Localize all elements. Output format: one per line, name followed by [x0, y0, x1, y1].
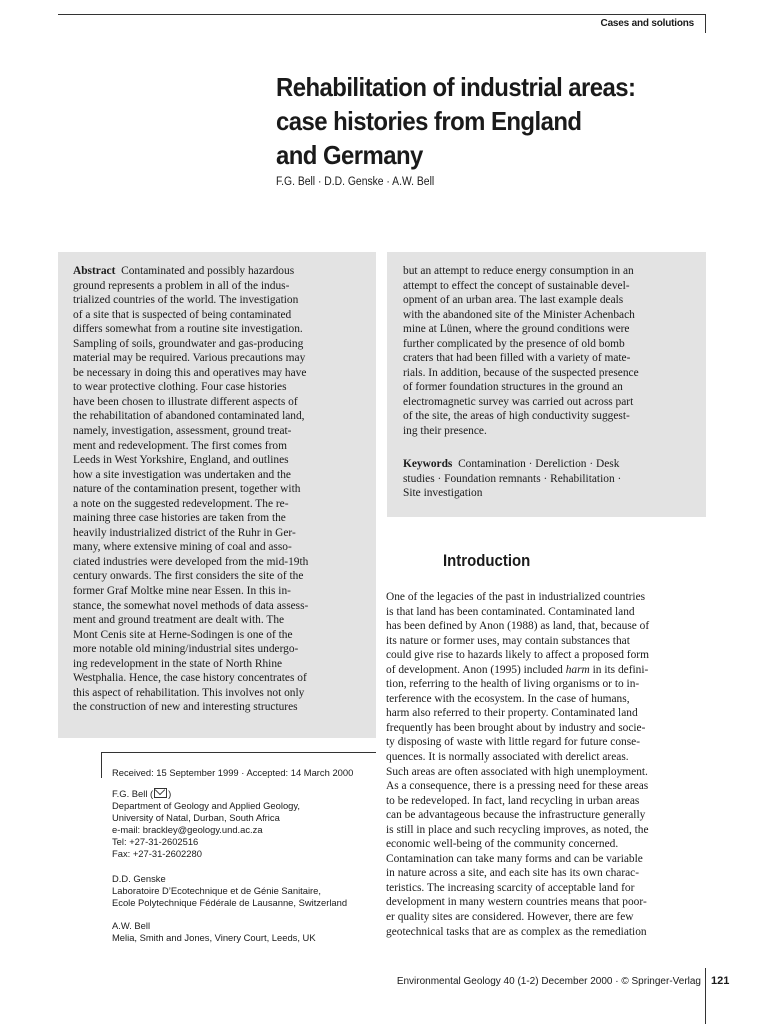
abstract-line: Mont Cenis site at Herne-Sodingen is one of the [73, 628, 293, 641]
abstract-line: but an attempt to reduce energy consumption in an [403, 265, 634, 277]
intro-line: harm also referred to their property. Contaminated land [386, 707, 638, 720]
intro-line: Such areas are often associated with high unemployment. [386, 765, 648, 778]
abstract-line: namely, investigation, assessment, ground treat- [73, 425, 292, 438]
intro-line: quences. It is normally associated with derelict areas. [386, 751, 629, 764]
affiliation-line: Laboratoire D’Ecotechnique et de Génie Sanitaire, [112, 885, 321, 896]
author3-name: A.W. Bell [112, 920, 151, 931]
abstract-line: with the abandoned site of the Minister Achenbach [403, 308, 635, 321]
header-tick [705, 14, 706, 33]
phone-text: Tel: +27-31-2602516 [112, 836, 199, 847]
abstract-line: craters that had been filled with a variety of mate- [403, 352, 631, 365]
abstract-line: maining three case histories are taken from the [73, 512, 286, 525]
abstract-line: mine at Lünen, where the ground conditions were [403, 323, 630, 336]
abstract-line: nature of the contamination present, together with [73, 483, 301, 496]
intro-line: frequently has been brought about by industry and socie- [386, 721, 646, 734]
abstract-line: the rehabilitation of abandoned contaminated land, [73, 410, 305, 423]
abstract-line: of former foundation structures in the ground an [403, 381, 623, 394]
intro-line: is that land has been contaminated. Contaminated land [386, 605, 635, 618]
abstract-line: electromagnetic survey was carried out across part [403, 395, 634, 408]
italic-term: harm [565, 663, 590, 676]
author-list: F.G. Bell · D.D. Genske · A.W. Bell [276, 176, 435, 188]
abstract-line: Sampling of soils, groundwater and gas-producing [73, 337, 304, 350]
keywords [403, 457, 621, 501]
intro-line: ty disposing of waste with little regard for future conse- [386, 736, 641, 749]
abstract-line: trialized countries of the world. The investigation [73, 294, 299, 307]
abstract-line: of the site, the areas of high conductivity suggest- [403, 410, 630, 423]
abstract-line: of a site that is suspected of being contaminated [73, 308, 292, 321]
abstract-line: Westphalia. Hence, the case history concentrates of [73, 672, 307, 685]
abstract-line: Abstract Contaminated and possibly hazardous [73, 265, 295, 277]
abstract-line: the construction of new and interesting structures [73, 701, 298, 714]
intro-line: can be advantageous because the infrastructure generally [386, 809, 646, 822]
abstract-line: more notable old mining/industrial sites undergo- [73, 643, 299, 656]
intro-line: in nature across a site, and each site has its own charac- [386, 867, 640, 880]
intro-line: As a consequence, there is a pressing need for these areas [386, 780, 649, 793]
abstract-line: stance, the somewhat novel methods of data assess- [73, 599, 309, 612]
abstract-line: ground represents a problem in all of the indus- [73, 279, 290, 292]
abstract-text [73, 264, 308, 715]
abstract-line: how a site investigation was undertaken and the [73, 468, 291, 481]
abstract-line: differs somewhat from a routine site investigation. [73, 323, 303, 336]
abstract-line: be necessary in doing this and operatives may have [73, 366, 307, 379]
affiliation-author2 [112, 873, 347, 909]
keywords-line: studies · Foundation remnants · Rehabilitation · [403, 472, 622, 485]
affiliation-author1: F.G. Bell ( ) Department of Geology and Applied Geology, University of Natal, Durban, South Africa e-mail: brackley@geology.und.ac.za Tel: +27-31-2602516 Fax: +27-31-2602280 [112, 788, 300, 859]
article-title [276, 70, 681, 172]
intro-line: has been defined by Anon (1988) as land, that, because of [386, 620, 650, 633]
abstract-line: further complicated by the presence of old bomb [403, 337, 625, 350]
intro-line: Contamination can take many forms and can be variable [386, 852, 643, 865]
intro-line: geotechnical tasks that are as complex as the remediation [386, 925, 647, 938]
page-number: 121 [711, 975, 730, 987]
affiliation-rule [101, 752, 376, 753]
abstract-label: Abstract [73, 265, 116, 277]
title-line: and Germany [276, 140, 423, 170]
keywords-line: Keywords Contamination · Dereliction · Desk [403, 458, 620, 470]
affiliation-tick [101, 752, 102, 778]
journal-footer: Environmental Geology 40 (1-2) December 2000 · © Springer-Verlag [396, 976, 701, 987]
abstract-line: to wear protective clothing. Four case histories [73, 381, 287, 394]
abstract-line: ment and ground treatment are dealt with. The [73, 614, 285, 627]
abstract-line: former Graf Moltke mine near Essen. In this in- [73, 585, 291, 598]
abstract-line: material may be required. Various precautions may [73, 352, 306, 365]
keywords-line: Site investigation [403, 487, 483, 500]
abstract-line: heavily industrialized district of the Ruhr in Ger- [73, 526, 296, 539]
affiliation-line: Department of Geology and Applied Geology, [112, 800, 300, 811]
abstract-line: century onwards. The first considers the site of the [73, 570, 304, 583]
abstract-line: ing their presence. [403, 425, 487, 438]
abstract-line: a note on the suggested redevelopment. The re- [73, 497, 289, 510]
title-line: Rehabilitation of industrial areas: [276, 72, 636, 102]
intro-line: er quality sites are considered. However, there are few [386, 911, 634, 924]
affiliation-line: Melia, Smith and Jones, Vinery Court, Leeds, UK [112, 932, 316, 943]
intro-line: One of the legacies of the past in industrialized countries [386, 591, 646, 603]
intro-line: to be redeveloped. In fact, land recycling in urban areas [386, 794, 640, 807]
title-line: case histories from England [276, 106, 582, 136]
abstract-line: ciated industries were developed from the mid-19th [73, 555, 309, 568]
abstract-line: ment and redevelopment. The first comes from [73, 439, 287, 452]
affiliation-line: University of Natal, Durban, South Africa [112, 812, 280, 823]
intro-line: development in many western countries means that poor- [386, 896, 647, 909]
footer-divider [705, 968, 706, 1024]
abstract-line: many, where extensive mining of coal and asso- [73, 541, 292, 554]
intro-line: is still in place and such recycling improves, as noted, the [386, 823, 649, 836]
abstract-line: Leeds in West Yorkshire, England, and outlines [73, 454, 289, 467]
intro-line: tion, referring to the health of living organisms or to in- [386, 678, 640, 691]
keywords-label: Keywords [403, 458, 453, 470]
abstract-text-continued [403, 264, 639, 439]
affiliation-line: Ecole Polytechnique Fédérale de Lausanne, Switzerland [112, 897, 348, 908]
intro-line: economic well-being of the community concerned. [386, 838, 619, 851]
abstract-line: this aspect of rehabilitation. This involves not only [73, 686, 305, 699]
abstract-line: have been chosen to illustrate different aspects of [73, 395, 298, 408]
affiliation-author3 [112, 920, 316, 944]
intro-line: its nature or former uses, may contain substances that [386, 634, 630, 647]
envelope-icon [154, 788, 167, 798]
section-label: Cases and solutions [600, 18, 694, 29]
abstract-line: attempt to effect the concept of sustainable devel- [403, 279, 630, 292]
received-dates: Received: 15 September 1999 · Accepted: 14 March 2000 [112, 767, 354, 778]
email-text: e-mail: brackley@geology.und.ac.za [112, 824, 263, 835]
introduction-heading: Introduction [443, 551, 531, 570]
header-rule [58, 14, 706, 15]
intro-line: teristics. The increasing scarcity of acceptable land for [386, 881, 635, 894]
author2-name: D.D. Genske [112, 873, 166, 884]
abstract-line: opment of an urban area. The last example deals [403, 294, 624, 307]
intro-line: could give rise to hazards likely to affect a proposed form [386, 649, 649, 662]
intro-line: of development. Anon (1995) included harm in its defini- [386, 663, 649, 676]
abstract-line: ing redevelopment in the state of North Rhine [73, 657, 283, 670]
fax-text: Fax: +27-31-2602280 [112, 848, 202, 859]
abstract-line: rials. In addition, because of the suspected presence [403, 366, 639, 379]
introduction-text [386, 590, 649, 939]
author1-name: F.G. Bell [112, 788, 148, 799]
intro-line: terference with the ecosystem. In the case of humans, [386, 692, 630, 705]
